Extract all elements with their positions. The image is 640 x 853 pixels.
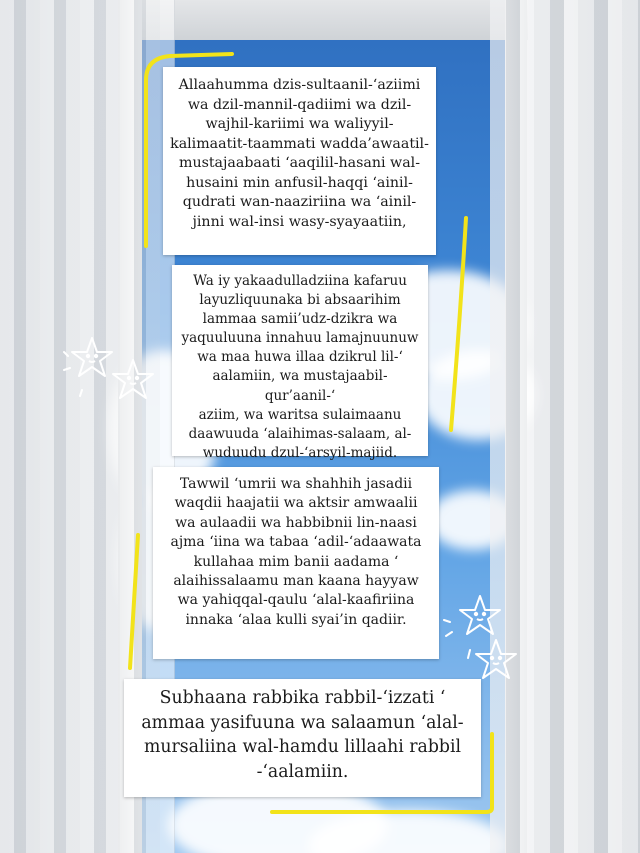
prayer-text-4: Subhaana rabbika rabbil-‘izzati ‘ ammaa yasifuuna wa salaamun ‘alal- mursaliina wal-hamdu lillaahi rabbil -‘aalamiin. [141, 688, 464, 782]
prayer-text-1: Allaahumma dzis-sultaanil-‘aziimi wa dzil-mannil-qadiimi wa dzil- wajhil-kariimi wa waliyyil- kalimaatit-taammati wadda’awaatil- mustajaabaati ‘aaqilil-hasani wal- husaini min anfusil-haqqi ‘ainil- qudrati wan-naaziriina wa ‘ainil- jinni wal-insi wasy-syayaatiin, [170, 77, 429, 230]
prayer-text-3: Tawwil ‘umrii wa shahhih jasadii waqdii haajatii wa aktsir amwaalii wa aulaadii wa habbibnii lin-naasi ajma ‘iina wa tabaa ‘adil-‘adaawata kullahaa mim banii aadama ‘ alaihissalaamu man kaana hayyaw wa yahiqqal-qaulu ‘alal-kaafiriina innaka ‘alaa kulli syai’in qadiir. [170, 476, 422, 628]
prayer-card-2 [172, 265, 428, 461]
prayer-card-3 [153, 467, 439, 659]
curtain-right [490, 0, 640, 853]
prayer-card-4 [124, 679, 481, 797]
prayer-text-2: Wa iy yakaadulladziina kafaruu layuzliquunaka bi absaarihim lammaa samii’udz-dzikra wa yaquuluuna innahuu lamajnuunuw wa maa huwa illaa dzikrul lil-‘ aalamiin, wa mustajaabil-qur’aanil-‘ aziim, wa waritsa sulaimaanu daawuuda ‘alaihimas-salaam, al- wuduudu dzul-‘arsyil-majiid. [181, 273, 419, 461]
window-frame-top [118, 0, 528, 40]
prayer-card-1 [163, 67, 436, 255]
